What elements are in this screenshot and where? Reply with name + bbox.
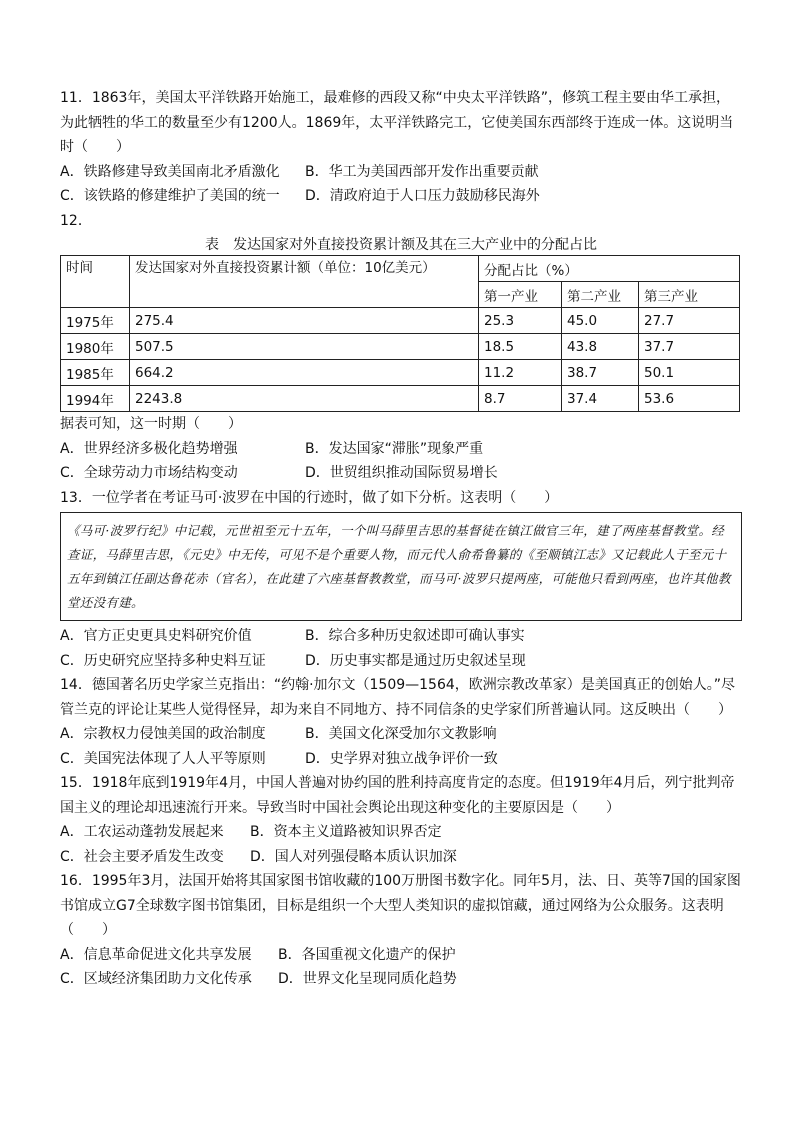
option-15-d[interactable]: D．国人对列强侵略本质认识加深 [250, 848, 457, 865]
table-cell: 27.7 [639, 308, 740, 334]
option-13-b[interactable]: B．综合多种历史叙述即可确认事实 [305, 628, 525, 644]
question-15-options-row2 [60, 845, 742, 870]
option-11-d[interactable]: D．清政府迫于人口压力鼓励移民海外 [305, 188, 540, 204]
table-cell: 50.1 [639, 360, 740, 386]
option-15-b[interactable]: B．资本主义道路被知识界否定 [250, 824, 442, 840]
option-11-c[interactable]: C．该铁路的修建维护了美国的统一 [60, 188, 280, 204]
question-11-options-row1 [60, 160, 742, 185]
table-cell: 1994年 [61, 386, 130, 412]
question-14-options-row2 [60, 747, 742, 772]
table-cell: 25.3 [479, 308, 562, 334]
header-time: 时间 [61, 256, 130, 308]
question-12-stem: 据表可知，这一时期（ ） [60, 416, 242, 432]
question-13-stem: 13．一位学者在考证马可·波罗在中国的行迹时，做了如下分析。这表明（ ） [60, 489, 559, 506]
header-industry-2: 第二产业 [562, 282, 639, 308]
table-row [61, 386, 740, 412]
option-16-a[interactable]: A．信息革命促进文化共享发展 [60, 946, 252, 963]
header-industry-1: 第一产业 [479, 282, 562, 308]
question-12 [60, 209, 742, 486]
table-cell: 18.5 [479, 334, 562, 360]
option-15-c[interactable]: C．社会主要矛盾发生改变 [60, 848, 224, 865]
question-11-stem: 11．1863年，美国太平洋铁路开始施工，最难修的西段又称“中央太平洋铁路”，修筑工程主要由华工承担，为此牺牲的华工的数量至少有1200人。1869年，太平洋铁路完工，它使美国东西部终于连成一体。这说明当时（ ） [60, 90, 734, 155]
option-14-c[interactable]: C．美国宪法体现了人人平等原则 [60, 750, 266, 767]
question-13 [60, 486, 742, 674]
option-13-a[interactable]: A．官方正史更具史料研究价值 [60, 628, 252, 644]
table-cell: 1980年 [61, 334, 130, 360]
option-12-c[interactable]: C．全球劳动力市场结构变动 [60, 465, 238, 481]
table-cell: 2243.8 [130, 386, 479, 412]
exam-page [60, 86, 742, 992]
table-header-row [61, 256, 740, 282]
table-row [61, 360, 740, 386]
table-cell: 275.4 [130, 308, 479, 334]
option-13-c[interactable]: C．历史研究应坚持多种史料互证 [60, 652, 266, 669]
question-12-options-row1 [60, 437, 742, 462]
table-cell: 1985年 [61, 360, 130, 386]
table-cell: 1975年 [61, 308, 130, 334]
table-cell: 507.5 [130, 334, 479, 360]
table-row [61, 334, 740, 360]
table-cell: 11.2 [479, 360, 562, 386]
question-14-stem: 14．德国著名历史学家兰克指出：“约翰·加尔文（1509—1564，欧洲宗教改革家）是美国真正的创始人。”尽管兰克的评论让某些人觉得怪异，却为来自不同地方、持不同信条的史学家们所普遍认同。这反映出（ ） [60, 677, 736, 718]
option-16-d[interactable]: D．世界文化呈现同质化趋势 [278, 971, 457, 987]
question-16-options-row2 [60, 967, 742, 992]
question-13-options-row1 [60, 624, 742, 649]
option-12-a[interactable]: A．世界经济多极化趋势增强 [60, 440, 238, 457]
option-14-b[interactable]: B．美国文化深受加尔文教影响 [305, 726, 497, 742]
table-caption: 表 发达国家对外直接投资累计额及其在三大产业中的分配占比 [205, 237, 597, 253]
option-16-b[interactable]: B．各国重视文化遗产的保护 [278, 946, 456, 963]
question-15-options-row1 [60, 820, 742, 845]
option-15-a[interactable]: A．工农运动蓬勃发展起来 [60, 824, 224, 840]
option-12-b[interactable]: B．发达国家“滞胀”现象严重 [305, 440, 484, 457]
table-cell: 8.7 [479, 386, 562, 412]
question-12-options-row2 [60, 461, 742, 486]
question-14-options-row1 [60, 722, 742, 747]
question-13-options-row2 [60, 649, 742, 674]
question-15 [60, 771, 742, 869]
table-cell: 45.0 [562, 308, 639, 334]
option-11-a[interactable]: A．铁路修建导致美国南北矛盾激化 [60, 163, 280, 180]
table-cell: 43.8 [562, 334, 639, 360]
source-quote-box: 《马可·波罗行纪》中记载，元世祖至元十五年，一个叫马薛里吉思的基督徒在镇江做官三年，建了两座基督教堂。经查证，马薛里吉思，《元史》中无传，可见不是个重要人物，而元代人俞希鲁纂的《至顺镇江志》又记载此人于至元十五年到镇江任副达鲁花赤（官名），在此建了六座基督教教堂，而马可·波罗只提两座，可能他只看到两座，也许其他教堂还没有建。 [60, 512, 742, 621]
table-cell: 53.6 [639, 386, 740, 412]
question-15-stem: 15．1918年底到1919年4月，中国人普遍对协约国的胜利持高度肯定的态度。但1919年4月后，列宁批判帝国主义的理论却迅速流行开来。导致当时中国社会舆论出现这种变化的主要原因是（ ） [60, 775, 735, 816]
option-14-d[interactable]: D．史学界对独立战争评价一致 [305, 750, 498, 767]
header-share: 分配占比（%） [479, 256, 740, 282]
table-cell: 37.7 [639, 334, 740, 360]
question-12-number: 12． [60, 212, 92, 229]
table-cell: 38.7 [562, 360, 639, 386]
question-14 [60, 673, 742, 771]
table-cell: 37.4 [562, 386, 639, 412]
option-11-b[interactable]: B．华工为美国西部开发作出重要贡献 [305, 163, 539, 180]
question-16-options-row1 [60, 943, 742, 968]
question-16 [60, 869, 742, 992]
option-16-c[interactable]: C．区域经济集团助力文化传承 [60, 971, 252, 987]
table-row [61, 308, 740, 334]
option-14-a[interactable]: A．宗教权力侵蚀美国的政治制度 [60, 726, 266, 742]
option-12-d[interactable]: D．世贸组织推动国际贸易增长 [305, 465, 498, 481]
option-13-d[interactable]: D．历史事实都是通过历史叙述呈现 [305, 652, 526, 669]
question-11-options-row2 [60, 184, 742, 209]
question-16-stem: 16．1995年3月，法国开始将其国家图书馆收藏的100万册图书数字化。同年5月，法、日、英等7国的国家图书馆成立G7全球数字图书馆集团，目标是组织一个大型人类知识的虚拟馆藏，通过网络为公众服务。这表明（ ） [60, 873, 741, 938]
table-cell: 664.2 [130, 360, 479, 386]
investment-table [60, 255, 740, 412]
header-industry-3: 第三产业 [639, 282, 740, 308]
question-11 [60, 86, 742, 209]
header-amount: 发达国家对外直接投资累计额（单位：10亿美元） [130, 256, 479, 308]
